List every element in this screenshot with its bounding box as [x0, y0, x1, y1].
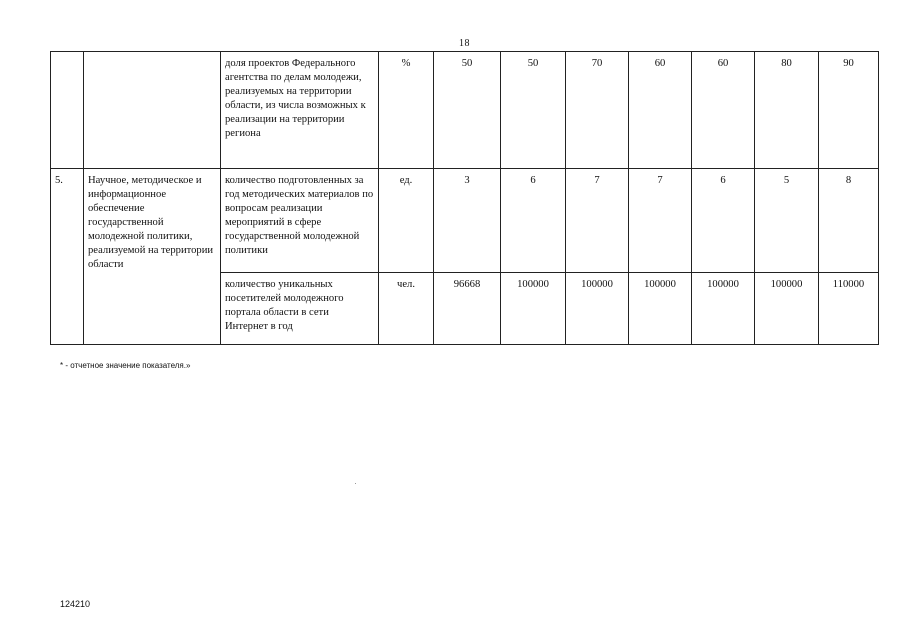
- value-cell: 100000: [755, 273, 819, 345]
- table-row: [51, 169, 879, 273]
- indicator-cell: доля проектов Федерального агентства по делам молодежи, реализуемых на территории области, из числа возможных к реализации на территории региона: [221, 52, 379, 169]
- value-cell: 90: [819, 52, 879, 169]
- value-cell: 80: [755, 52, 819, 169]
- row-number-cell: [51, 52, 84, 169]
- value-cell: 110000: [819, 273, 879, 345]
- value-cell: 100000: [629, 273, 692, 345]
- page-number: 18: [459, 38, 470, 49]
- footnote: * - отчетное значение показателя.»: [60, 361, 191, 370]
- indicators-table: [50, 51, 879, 345]
- value-cell: 100000: [692, 273, 755, 345]
- unit-cell: ед.: [379, 169, 434, 273]
- value-cell: 6: [692, 169, 755, 273]
- value-cell: 5: [755, 169, 819, 273]
- indicator-cell: количество уникальных посетителей молодежного портала области в сети Интернет в год: [221, 273, 379, 345]
- document-code: 124210: [60, 599, 91, 609]
- row-number-cell: 5.: [51, 169, 84, 345]
- value-cell: 60: [629, 52, 692, 169]
- scan-speck: [355, 483, 356, 484]
- value-cell: 100000: [566, 273, 629, 345]
- value-cell: 7: [629, 169, 692, 273]
- value-cell: 50: [501, 52, 566, 169]
- value-cell: 60: [692, 52, 755, 169]
- value-cell: 3: [434, 169, 501, 273]
- value-cell: 100000: [501, 273, 566, 345]
- table-row: [51, 52, 879, 169]
- unit-cell: %: [379, 52, 434, 169]
- value-cell: 8: [819, 169, 879, 273]
- unit-cell: чел.: [379, 273, 434, 345]
- indicator-cell: количество подготовленных за год методических материалов по вопросам реализации мероприятий в сфере государственной молодежной политики: [221, 169, 379, 273]
- value-cell: 7: [566, 169, 629, 273]
- value-cell: 6: [501, 169, 566, 273]
- value-cell: 70: [566, 52, 629, 169]
- task-cell: [84, 52, 221, 169]
- task-cell: Научное, методическое и информационное обеспечение государственной молодежной политики, реализуемой на территории области: [84, 169, 221, 345]
- value-cell: 96668: [434, 273, 501, 345]
- value-cell: 50: [434, 52, 501, 169]
